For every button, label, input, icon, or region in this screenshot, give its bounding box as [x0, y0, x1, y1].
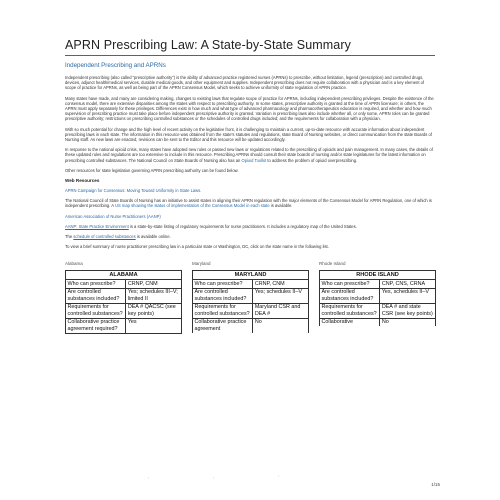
table-cell-question: Requirements for controlled substances?: [320, 303, 380, 318]
table-cell-answer: CRNP, CNM: [126, 280, 182, 289]
schedule-link[interactable]: schedule of controlled substances: [73, 234, 136, 240]
paragraph-other-resources: Other resources for state legislation governing APRN prescribing authority can be found below.: [65, 167, 239, 173]
section-subtitle: Independent Prescribing and APRNs: [65, 62, 166, 69]
table-row: [320, 318, 436, 326]
table-cell-question: Are controlled substances included?: [193, 288, 253, 303]
state-column-rhode-island: [319, 261, 436, 333]
aanp-link[interactable]: American Association of Nurse Practitioners (AANP): [65, 213, 161, 219]
table-row: [320, 280, 436, 289]
state-label-rhode-island[interactable]: Rhode Island: [319, 261, 346, 267]
page-number: 1/15: [431, 482, 440, 487]
aanp-text-after: is a state-by-state listing of regulatory requirements for nurse practitioners. It includes a regulatory map of the United States.: [128, 223, 357, 229]
paragraph-disparities: Many states have made, and many are considering making, changes to existing laws that regulate scope of practice for APRNs, including independent prescribing privileges. Despite the existence of the consensus model, there are extensive disparities among the states with respect to prescribing authority. In some states, prescriptive authority is granted at the time of APRN licensure; in others, the APRN must apply separately for these privileges. Differences exist in how much and what type of advanced pharmacology and pharmacotherapeutics education is required, and whether and how much supervision of prescribing practice must take place before independent prescriptive authority is granted. Variation in prescribing laws also include whether all, or only some, APRN roles can be granted prescriptive authority; restrictions on prescribing controlled substances or the schedules of controlled drugs included; and the requirements for collaboration with a physician.: [65, 95, 434, 122]
state-label-maryland[interactable]: Maryland: [192, 261, 211, 267]
state-label-alabama[interactable]: Alabama: [65, 261, 83, 267]
table-row: [193, 288, 309, 303]
table-cell-question: Who can prescribe?: [66, 280, 126, 289]
table-row: [66, 280, 182, 289]
table-cell-question: Requirements for controlled substances?: [193, 303, 253, 318]
table-row: [66, 288, 182, 303]
table-cell-answer: No: [253, 318, 309, 333]
table-cell-question: Who can prescribe?: [193, 280, 253, 289]
paragraph-aanp: [65, 224, 435, 229]
footer-mark: ,: [213, 474, 215, 479]
document-page: [65, 38, 435, 334]
schedule-text-after: is available online.: [135, 234, 171, 240]
state-table-alabama: [65, 270, 182, 333]
ncsbn-text-before: The National Council of State Boards of Nursing has an initiative to assist states in aligning their APRN regulation with the major elements of the Consensus Model for APRN Regulation, one of which is independent prescribing. A: [65, 198, 432, 209]
state-table-rhode-island: [319, 270, 436, 326]
state-column-alabama: [65, 261, 182, 333]
table-cell-answer: CRNP, CNM: [253, 280, 309, 289]
table-cell-question: Are controlled substances included?: [66, 288, 126, 303]
paragraph-schedule: [65, 234, 435, 239]
page-title: APRN Prescribing Law: A State-by-State Summary: [65, 38, 435, 56]
paragraph-ncsbn: [65, 198, 435, 208]
table-cell-question: Collaborative practice agreement: [193, 318, 253, 333]
schedule-text-before: The: [65, 234, 74, 240]
paragraph-opioid: [65, 147, 435, 163]
table-row: [193, 303, 309, 318]
campaign-link[interactable]: APRN Campaign for Consensus: Moving Toward Uniformity in State Laws.: [65, 188, 202, 194]
table-cell-question: Requirements for controlled substances?: [66, 303, 126, 318]
state-table-maryland: [192, 270, 309, 332]
table-row: [66, 303, 182, 318]
state-column-maryland: [192, 261, 309, 333]
aanp-state-practice-link[interactable]: AANP: State Practice Environment: [65, 223, 129, 229]
table-cell-answer: CNP, CNS, CRNA: [380, 280, 436, 289]
table-cell-answer: DEA # QACSC (see key points): [126, 303, 182, 318]
paragraph-resource-currency: With so much potential for change and the high level of recent activity on the legislative front, it is challenging to maintain a current, up-to-date resource with accurate information about independent prescribing laws in each state. The information in this resource was obtained from the state’s statutes and regulations, state Board of Nursing websites, or direct communication from the state Boards of Nursing staff. As new laws are enacted, revisions can be sent to the Editor and this resource will be updated accordingly.: [65, 126, 432, 143]
state-table-header: RHODE ISLAND: [320, 271, 436, 280]
opioid-text-before: In response to the national opioid crisis, many states have adopted new rules or passed new laws or regulations related to the prescribing of opioids and pain management. In many cases, the details of these updated rules and regulations are too extensive to include in this resource. Prescribing APRNs should consult their state boards of nursing and/or state legislatures for the latest information on prescribing controlled substances. The National Council on State Boards of Nursing also has an: [65, 147, 433, 163]
table-cell-answer: Yes; schedules II–V: [253, 288, 309, 303]
table-cell-question: Collaborative: [320, 318, 380, 326]
table-cell-question: Who can prescribe?: [320, 280, 380, 289]
table-cell-answer: Yes: [126, 318, 182, 333]
table-cell-answer: DEA # and state CSR (see key points): [380, 303, 436, 318]
paragraph-instructions: To view a brief summary of nurse practitioner prescribing law in a particular state or Washington, DC, click on the state name in the following list.: [65, 244, 329, 250]
consensus-map-link[interactable]: US map showing the status of implementation of the Consensus Model in each state: [114, 203, 270, 209]
paragraph-intro: Independent prescribing (also called “prescriptive authority”) is the ability of advanced practice registered nurses (APRNs) to prescribe, without limitation, legend (prescription) and controlled drugs, devices, adjunct health/medical services, durable medical goods, and other equipment and supplies. Independent prescribing does not require collaboration with a physician and is a key element of scope of practice for APRNs, as well as being part of the APRN Consensus Model, which seeks to achieve uniformity of state regulation of APRN practice.: [65, 75, 425, 91]
table-row: [66, 318, 182, 333]
ncsbn-text-after: is available.: [269, 203, 293, 209]
opioid-toolkit-link[interactable]: Opioid Toolkit: [241, 157, 267, 163]
table-cell-question: Collaborative practice agreement required?: [66, 318, 126, 333]
state-table-header: MARYLAND: [193, 271, 309, 280]
table-cell-question: Are controlled substances included?: [320, 288, 380, 303]
table-cell-answer: No: [380, 318, 436, 326]
opioid-text-after: to address the problem of opioid overprescribing.: [266, 157, 358, 163]
table-cell-answer: Yes, schedules II–V: [380, 288, 436, 303]
table-cell-answer: Maryland CSR and DEA #: [253, 303, 309, 318]
footer-marks: [148, 474, 343, 479]
table-row: [193, 318, 309, 333]
footer-mark: ,: [148, 474, 150, 479]
state-table-header: ALABAMA: [66, 271, 182, 280]
table-row: [320, 288, 436, 303]
table-row: [320, 303, 436, 318]
state-tables-row: [65, 261, 435, 333]
web-resources-heading: Web Resources: [65, 178, 100, 184]
footer-mark: ': [278, 474, 280, 479]
table-cell-answer: Yes; schedules III–V; limited II: [126, 288, 182, 303]
table-row: [193, 280, 309, 289]
